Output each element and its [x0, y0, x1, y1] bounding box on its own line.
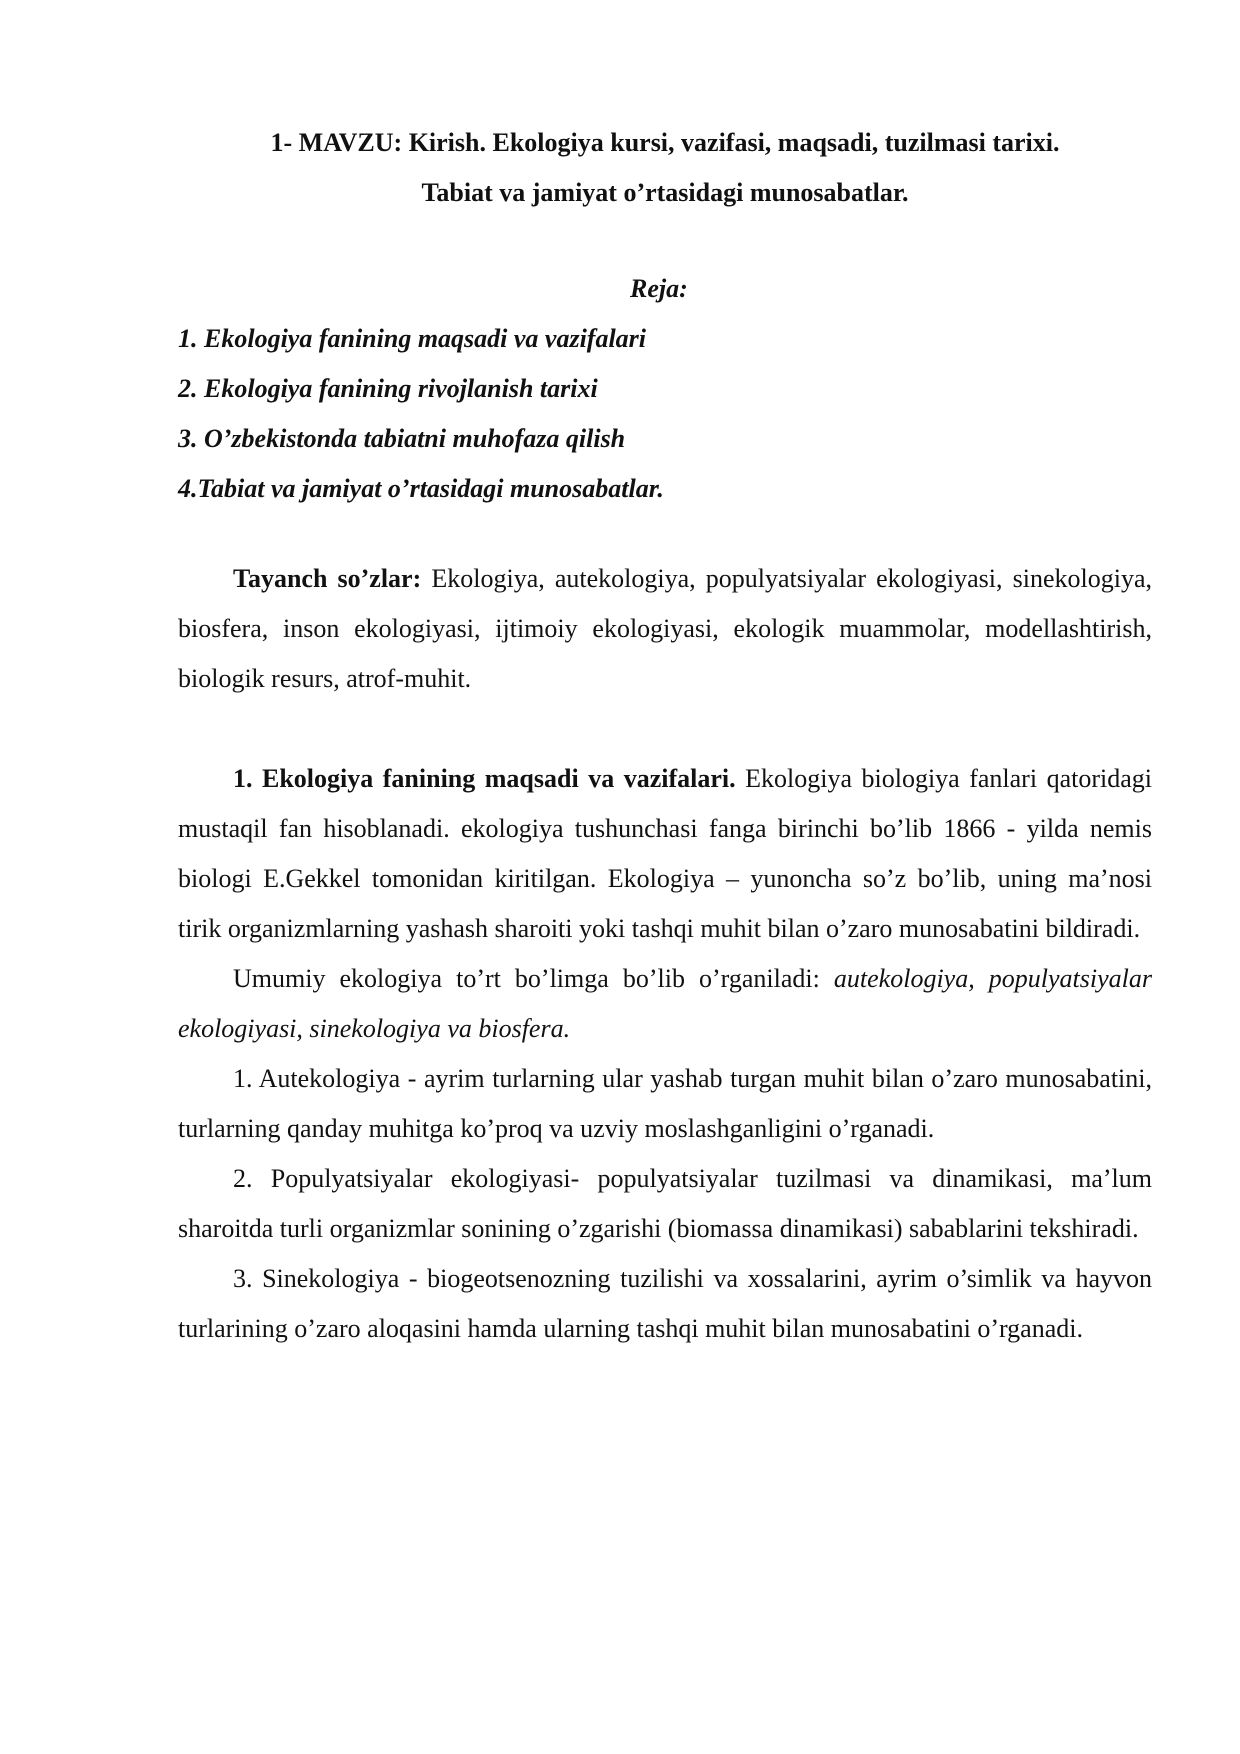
general-italic-list: autekologiya, populyatsiyalar ekologiyasi, sinekologiya va biosfera.	[178, 964, 1152, 1043]
section-1-paragraph	[178, 754, 1152, 954]
point-paragraph-2: 2. Populyatsiyalar ekologiyasi- populyatsiyalar tuzilmasi va dinamikasi, ma’lum sharoitda turli organizmlar sonining o’zgarishi (biomassa dinamikasi) sabablarini tekshiradi.	[178, 1164, 1152, 1243]
keywords-label: Tayanch so’zlar:	[233, 564, 422, 593]
plan-item-1: 1. Ekologiya fanining maqsadi va vazifalari	[178, 324, 647, 353]
keywords-paragraph	[178, 554, 1152, 704]
plan-item-2: 2. Ekologiya fanining rivojlanish tarixi	[178, 374, 598, 403]
keywords-text: Ekologiya, autekologiya, populyatsiyalar ekologiyasi, sinekologiya, biosfera, inson ekologiyasi, ijtimoiy ekologiyasi, ekologik muammolar, modellashtirish, biologik resurs, atrof-muhit.	[178, 564, 1152, 693]
point-paragraph-3: 3. Sinekologiya - biogeotsenozning tuzilishi va xossalarini, ayrim o’simlik va hayvon turlarining o’zaro aloqasini hamda ularning tashqi muhit bilan munosabatini o’rganadi.	[178, 1264, 1152, 1343]
title-line-1: 1- MAVZU: Kirish. Ekologiya kursi, vazifasi, maqsadi, tuzilmasi tarixi.	[270, 128, 1060, 157]
general-text: Umumiy ekologiya to’rt bo’limga bo’lib o’rganiladi:	[233, 964, 834, 993]
section-1-heading: 1. Ekologiya fanining maqsadi va vazifalari.	[233, 764, 736, 793]
plan-item-4: 4.Tabiat va jamiyat o’rtasidagi munosabatlar.	[178, 474, 664, 503]
title-line-2: Tabiat va jamiyat o’rtasidagi munosabatlar.	[421, 178, 909, 207]
plan-item-3: 3. O’zbekistonda tabiatni muhofaza qilish	[178, 424, 626, 453]
section-1-text: Ekologiya biologiya fanlari qatoridagi mustaqil fan hisoblanadi. ekologiya tushunchasi fanga birinchi bo’lib 1866 - yilda nemis biologi E.Gekkel tomonidan kiritilgan. Ekologiya – yunoncha so’z bo’lib, uning ma’nosi tirik organizmlarning yashash sharoiti yoki tashqi muhit bilan o’zaro munosabatini bildiradi.	[178, 764, 1152, 943]
point-paragraph-1: 1. Autekologiya - ayrim turlarning ular yashab turgan muhit bilan o’zaro munosabatini, turlarning qanday muhitga ko’proq va uzviy moslashganligini o’rganadi.	[178, 1064, 1152, 1143]
general-paragraph	[178, 954, 1152, 1054]
plan-list	[178, 314, 1152, 514]
page-title	[178, 118, 1152, 218]
plan-heading: Reja:	[630, 274, 688, 303]
